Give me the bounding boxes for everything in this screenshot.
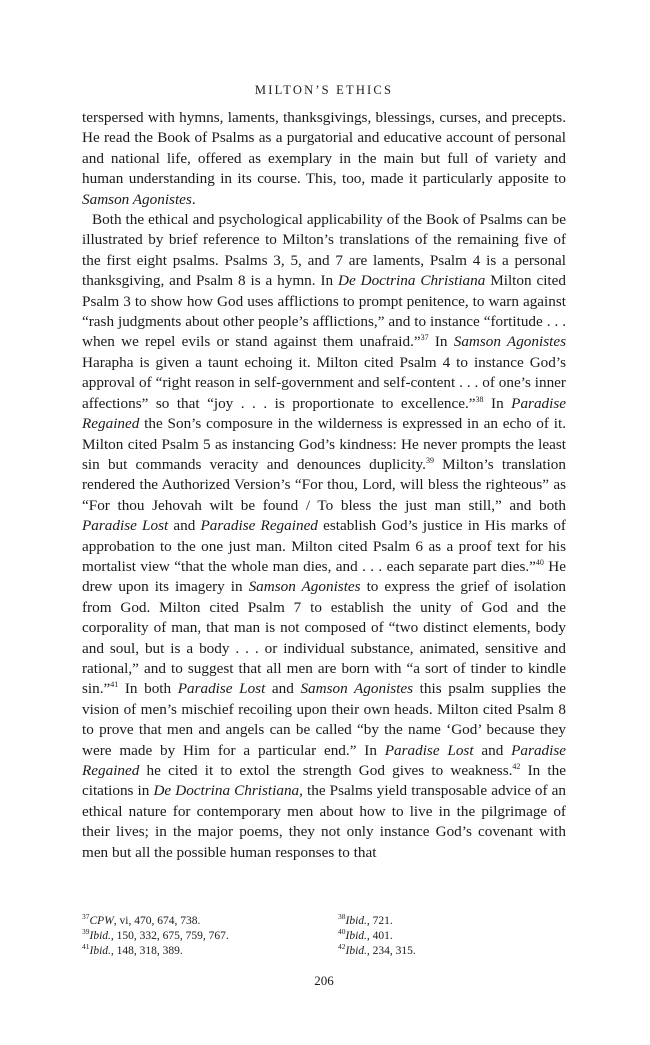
text-run: , 148, 318, 389. bbox=[110, 945, 183, 957]
paragraph bbox=[82, 108, 566, 210]
italic-text: De Doctrina Christiana bbox=[338, 272, 486, 290]
italic-text: De Doctrina Christiana bbox=[153, 782, 300, 800]
footnote-ref: 38 bbox=[475, 394, 484, 404]
italic-text: Paradise Regained bbox=[200, 517, 318, 535]
italic-text: Samson Agonistes bbox=[248, 578, 361, 596]
footnote-ref: 42 bbox=[512, 761, 521, 771]
footnote-number: 38 bbox=[338, 912, 346, 922]
footnote-number: 40 bbox=[338, 927, 346, 937]
footnote bbox=[82, 929, 338, 944]
footnote-ref: 41 bbox=[110, 680, 119, 690]
page-number: 206 bbox=[314, 973, 334, 988]
text-run: , 401. bbox=[366, 930, 393, 942]
text-run: In bbox=[483, 394, 512, 412]
italic-text: Paradise Lost bbox=[82, 517, 169, 535]
text-run: he cited it to extol the strength God gives to weakness. bbox=[139, 762, 513, 779]
running-head: MILTON’S ETHICS bbox=[254, 83, 394, 97]
text-run: , 150, 332, 675, 759, 767. bbox=[110, 930, 229, 942]
text-run: , 721. bbox=[366, 915, 393, 927]
text-run: establish God’s justice in His marks of approbation to the one just man. Milton cited Psalm 6 as a proof text for his mortalist view “that the whole man dies, and . . . each separate part dies.” bbox=[82, 517, 566, 575]
footnote-ref: 37 bbox=[420, 333, 429, 343]
italic-text: Samson Agonistes bbox=[300, 680, 414, 698]
footnote bbox=[338, 929, 566, 944]
text-run: Both the ethical and psychological applicability of the Book of Psalms can be illustrated by brief reference to Milton’s translations of the remaining five of the first eight psalms. Psalms 3, 5, and 7 are laments, Psalm 4 is a personal thanksgiving, and Psalm 8 is a hymn. In bbox=[82, 211, 566, 290]
italic-text: Ibid. bbox=[345, 945, 367, 957]
footnote bbox=[82, 944, 338, 959]
footnote-ref: 39 bbox=[425, 455, 434, 465]
text-run: to express the grief of isolation from God. Milton cited Psalm 7 to establish the unity of God and the corporality of man, that man is not composed of “two distinct elements, body and soul, but is a body . . . or individual substance, animated, sensitive and rational,” and to suggest that all men are born with “a sort of tinder to kindle sin.” bbox=[82, 578, 567, 698]
text-run: this psalm supplies the vision of men’s mischief recoiling upon their own heads. Milton cited Psalm 8 to prove that men and angels can be called “by the name ‘God’ because they were made by Him for a particular end.” In bbox=[82, 680, 567, 759]
italic-text: Ibid. bbox=[89, 945, 111, 957]
footnote bbox=[338, 944, 566, 959]
text-run: In bbox=[428, 333, 454, 351]
italic-text: Samson Agonistes bbox=[82, 190, 192, 208]
footnotes bbox=[82, 914, 566, 959]
text-run: terspersed with hymns, laments, thanksgivings, blessings, curses, and precepts. He read the Book of Psalms as a purgatorial and educative account of personal and national life, offered as exemplary in the main but full of variety and human understanding in its course. This, too, made it particularly apposite to bbox=[82, 109, 566, 188]
italic-text: Ibid. bbox=[345, 930, 367, 942]
italic-text: CPW bbox=[89, 915, 114, 927]
text-run: In both bbox=[118, 680, 178, 698]
text-run: , the Psalms yield transposable advice of an ethical nature for contemporary men about how to live in the pilgrimage of their lives; in the major poems, they not only instance God’s covenant with men but all the possible human responses to that bbox=[82, 782, 566, 861]
italic-text: Ibid. bbox=[345, 915, 367, 927]
body-text bbox=[82, 108, 566, 863]
text-run: He drew upon its imagery in bbox=[82, 557, 566, 596]
text-run: Milton’s translation rendered the Authorized Version’s “For thou, Lord, will bless the righteous” as “For thou Jehovah wilt be found / To bless the just man still,” and both bbox=[82, 455, 566, 514]
text-run: and bbox=[265, 680, 301, 698]
italic-text: Paradise Regained bbox=[82, 741, 566, 779]
footnote bbox=[82, 914, 338, 929]
footnote-ref: 40 bbox=[535, 557, 544, 567]
text-run: . bbox=[191, 190, 196, 208]
text-run: and bbox=[168, 517, 201, 535]
text-run: and bbox=[473, 741, 512, 759]
footnote-row bbox=[82, 914, 566, 929]
italic-text: Ibid. bbox=[89, 930, 111, 942]
footnote-number: 39 bbox=[82, 927, 90, 937]
text-run: the Son’s composure in the wilderness is expressed in an echo of it. Milton cited Psalm 5 as instancing God’s kindness: He never prompts the least sin but commands veracity and denounces duplicity. bbox=[82, 415, 566, 473]
text-run: Milton cited Psalm 3 to show how God uses afflictions to prompt penitence, to warn against “rash judgments about other people’s afflictions,” and to instance “fortitude . . . when we repel evils or stand against them unafraid.” bbox=[82, 272, 566, 351]
footnote-number: 42 bbox=[338, 942, 346, 952]
footnote-row bbox=[82, 929, 566, 944]
italic-text: Paradise Regained bbox=[82, 394, 567, 433]
text-run: In the citations in bbox=[82, 762, 566, 800]
text-run: , vi, 470, 674, 738. bbox=[113, 915, 201, 927]
italic-text: Paradise Lost bbox=[384, 741, 474, 759]
footnote-number: 37 bbox=[82, 912, 90, 922]
paragraph bbox=[82, 210, 566, 863]
text-run: Harapha is given a taunt echoing it. Milton cited Psalm 4 to instance God’s approval of “right reason in self-government and self-content . . . of one’s inner affections” so that “joy . . . is proportionate to excellence.” bbox=[82, 353, 566, 412]
footnote bbox=[338, 914, 566, 929]
italic-text: Paradise Lost bbox=[177, 680, 266, 698]
italic-text: Samson Agonistes bbox=[453, 333, 566, 351]
footnote-row bbox=[82, 944, 566, 959]
text-run: , 234, 315. bbox=[366, 945, 416, 957]
footnote-number: 41 bbox=[82, 942, 90, 952]
